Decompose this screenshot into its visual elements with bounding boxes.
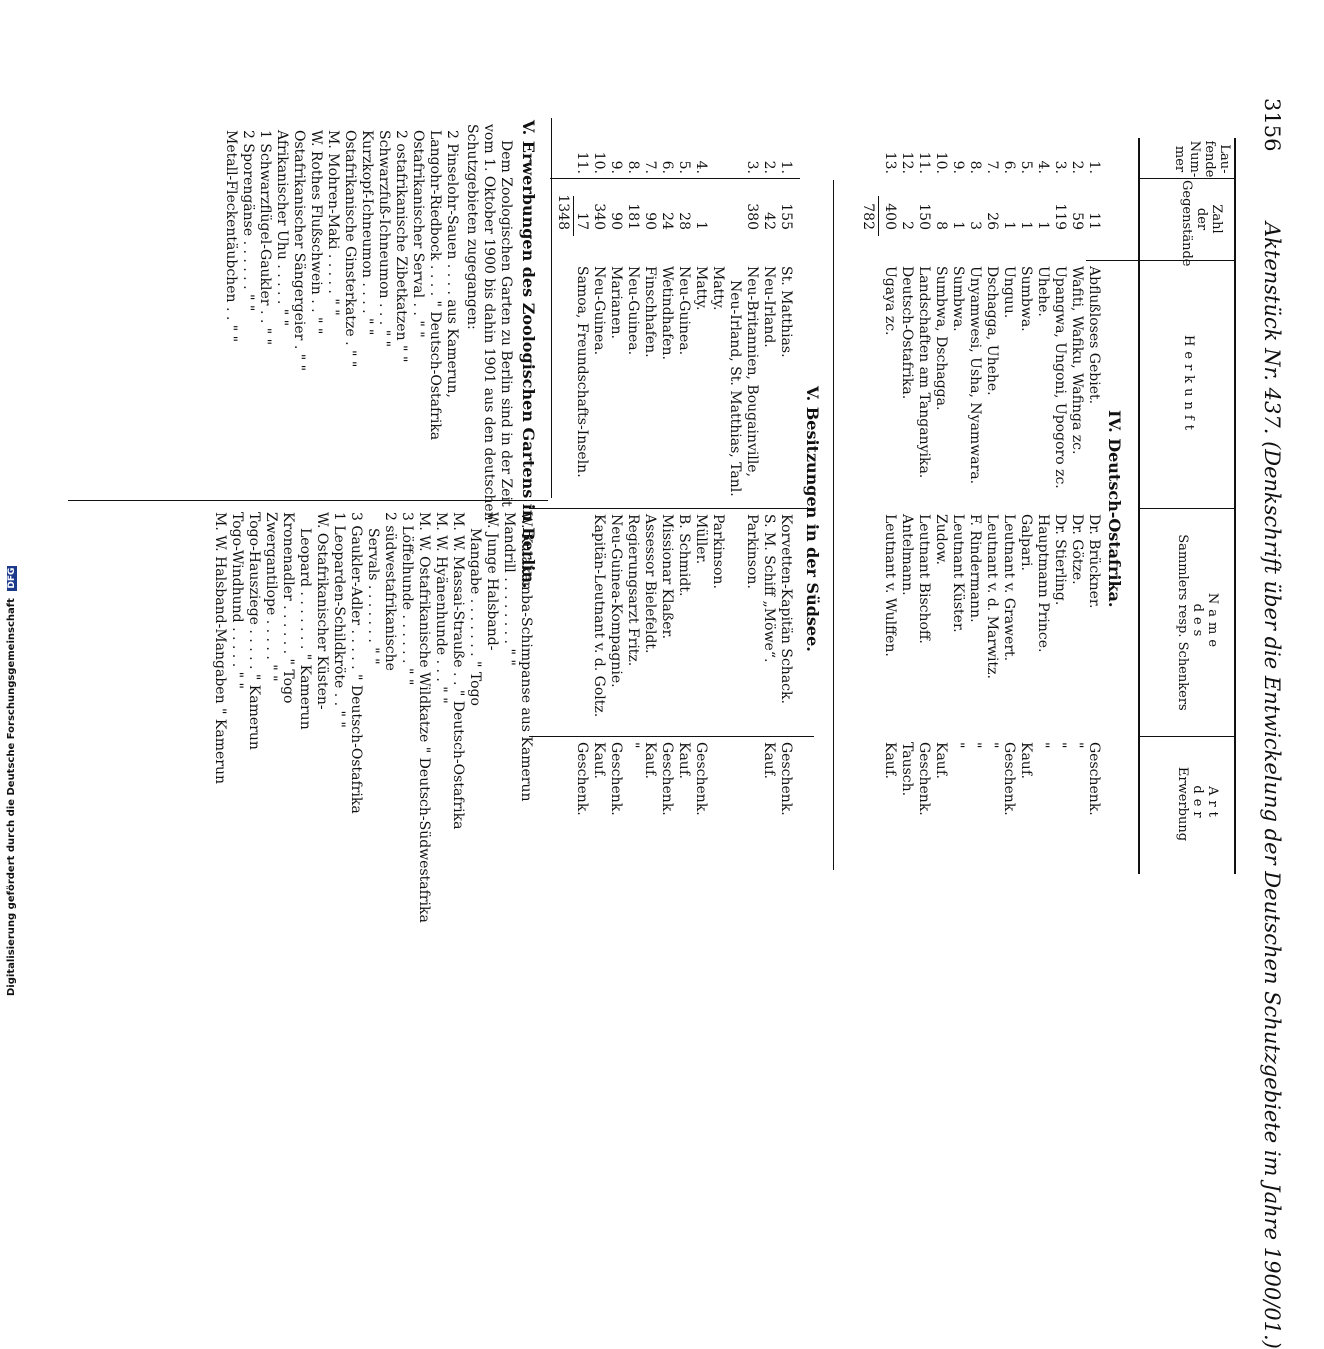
list-item: W. Ostafrikanischer Küsten- [314,512,330,710]
list-item: Togo-Windhund . . . . . " " [229,512,245,689]
section-v-herkunft-col: St. Matthias. Neu-Irland. Neu-Britannien, Bougainville, Neu-Irland, St. Matthias, Tanl. Matty. Matty. Neu-Guinea. Wetindhafen. Finschhafen. Neu-Guinea. Marianen. Neu-Guinea. Samoa, Freundschafts-Inseln. [574,266,794,497]
digitization-footer [6,567,18,998]
list-item: Langohr-Riedbock . . . . " Deutsch-Ostafrika [427,130,443,441]
list-item: Zwergantilope . . . . . " " [263,512,279,682]
list-item: Metall-Fleckentäubchen . . " " [223,130,239,343]
lower-col-sep-1 [550,178,800,179]
section-v-art-col: Geschenk. Kauf. Geschenk. Kauf. Geschenk. Kauf. " Geschenk. Kauf. Geschenk. [574,742,794,816]
col-sep-4 [1140,736,1236,737]
list-item: Kurzkopf-Ichneumon . . . . " " [359,130,375,336]
col-head-sammler: Name des Sammlers resp. Schenkers [1175,534,1220,711]
col-head-lfd: Lau- fende Num- mer [1172,140,1232,178]
section-v-total: 1348 [555,194,571,230]
list-item: M. W. Massai-Strauße . . " Deutsch-Ostafrika [450,512,466,830]
list-item: 1 Schwarzflügel-Gaukler . . " " [257,130,273,346]
section-iv-name-col: Dr. Brückner. Dr. Götze. Dr. Stierling. Hauptmann Prince. Galpari. Leutnant v. Grawert. Leutnant v. d. Marwitz. F. Rindermann. Leutnant Küster. Zudow. Leutnant Bischoff. Antelmann. Leutnant v. Wulffen. [882,514,1102,679]
col-head-art: Art der Erwerbung [1175,766,1220,842]
zoo-intro: Dem Zoologischen Garten zu Berlin sind in der Zeit vom 1. Oktober 1900 bis dahin 1901 aus den deutschen Schutzgebieten zugegangen: [464,124,514,521]
lower-col-sep-2 [529,508,814,509]
list-item: 3 Löffelhunde . . . . . . " " [399,512,415,686]
page-title: Aktenstück Nr. 437. (Denkschrift über die Entwickelung der Deutschen Schutzgebiete im Jahre 1900/01.) [1260,222,1284,1349]
section-v-suedsee-title: V. Besitzungen in der Südsee. [803,386,822,652]
list-item: Afrikanischer Uhu . . . . . " " [274,130,290,327]
list-item: 1 Leoparden-Schildkröte . . " " [331,512,347,728]
col-head-herkunft: Herkunft [1181,335,1196,435]
zoo-column-divider [68,500,548,501]
section-iv-title: IV. Deutsch-Ostafrika. [1105,410,1124,608]
lower-col-sep-3 [529,736,814,737]
section-iv-zahl-col: 11 59 119 1 1 1 26 3 1 8 150 2 400 [882,203,1102,230]
zoo-right-list [211,512,534,923]
section-iv-nr-col: 1. 2. 3. 4. 5. 6. 7. 8. 9. 10. 11. 12. 13. [882,151,1102,174]
list-item: Mandrill . . . . . . . . " " [501,512,517,666]
page-number: 3156 [1260,98,1284,152]
table-header-rule [1138,138,1140,874]
list-item: Togo-Hausziege . . . . . " Kamerun [246,512,262,750]
list-item: Ostafrikanischer Serval . . " " [410,130,426,338]
list-item: 2 südwestafrikanische [382,512,398,671]
list-item: Kronenadler . . . . . . " Togo [280,512,296,704]
list-item: W. Rothes Flußschwein . . " " [308,130,324,335]
col-sep-1 [1140,178,1236,179]
col-sep-2 [1086,260,1236,261]
list-item: M. W. Hyänenhunde . . . " " [433,512,449,704]
list-item: W. Kulakamba-Schimpanse aus Kamerun [518,512,534,802]
list-item: Schwarzfuß-Ichneumon . . . " " [376,130,392,348]
list-item: Ostafrikanische Ginsterkatze . " " [342,130,358,368]
col-head-zahl: Zahl der Gegenstände [1179,180,1224,267]
section-v-top-rule [833,180,834,870]
section-v-name-col: Korvetten-Kapitän Schack. S. M. Schiff „Möwe“. Parkinson. Parkinson. Müller. B. Schmidt. Missionar Klaßer. Assessor Bielefeldt. Regierungsarzt Fritz. Neu-Guinea-Kompagnie. Kapitän-Leutnant v. d. Goltz. [591,514,794,718]
table-top-rule [1234,138,1236,874]
list-item: 2 Sporengänse . . . . . . " " [240,130,256,312]
list-item: Mangabe . . . . . . . " Togo [467,528,483,706]
list-item: 2 Pinselohr-Sauen . . . . aus Kamerun, [444,130,460,398]
zoo-left-list [222,130,460,440]
zoo-separator-rule [551,118,552,498]
list-item: 3 Gaukler-Adler . . . . . " Deutsch-Ostafrika [348,512,364,814]
list-item: Ostafrikanischer Sängergeier . " " [291,130,307,372]
list-item: Servals . . . . . . . " " [365,528,381,665]
list-item: W. Junge Halsband- [484,512,500,651]
col-sep-3 [1140,508,1236,509]
section-v-zahl-col: 155 42 380 1 28 24 90 181 90 340 17 [574,203,794,230]
list-item: M. Mohren-Maki . . . . . " " [325,130,341,316]
section-iv-herkunft-col: Abflußloses Gebiet. Wafiti, Wafiku, Wafinga zc. Upangwa, Ungoni, Upogoro zc. Uhehe. Sumbwa. Unguu. Dschagga, Uhehe. Unyamwesi, Usha, Nyamwara. Sumbwa. Sumbwa, Dschagga. Landschaften am Tanganyika. Deutsch-Ostafrika. Ugaya zc. [882,266,1102,489]
section-iv-art-col: Geschenk. " " " Kauf. Geschenk. " " " Kauf. Geschenk. Tausch. Kauf. [882,742,1102,816]
section-v-sum-rule [573,196,574,236]
list-item: M. W. Ostafrikanische Wildkatze " Deutsch-Südwestafrika [416,512,432,923]
footer-text: Digitalisierung gefördert durch die Deutsche Forschungsgemeinschaft [6,598,17,996]
section-v-nr-col: 1. 2. 3. 4. 5. 6. 7. 8. 9. 10. 11. [574,151,794,174]
list-item: M. W. Halsband-Mangaben " Kamerun [212,512,228,785]
section-v-zoo-title: V. Erwerbungen des Zoologischen Gartens in Berlin. [519,120,538,589]
section-iv-sum-rule [878,196,879,236]
list-item: 2 ostafrikanische Zibetkatzen " " [393,130,409,363]
list-item: Leopard . . . . . . . " Kamerun [297,528,313,730]
dfg-logo-icon: DFG [7,567,17,589]
section-iv-total: 782 [860,203,876,230]
